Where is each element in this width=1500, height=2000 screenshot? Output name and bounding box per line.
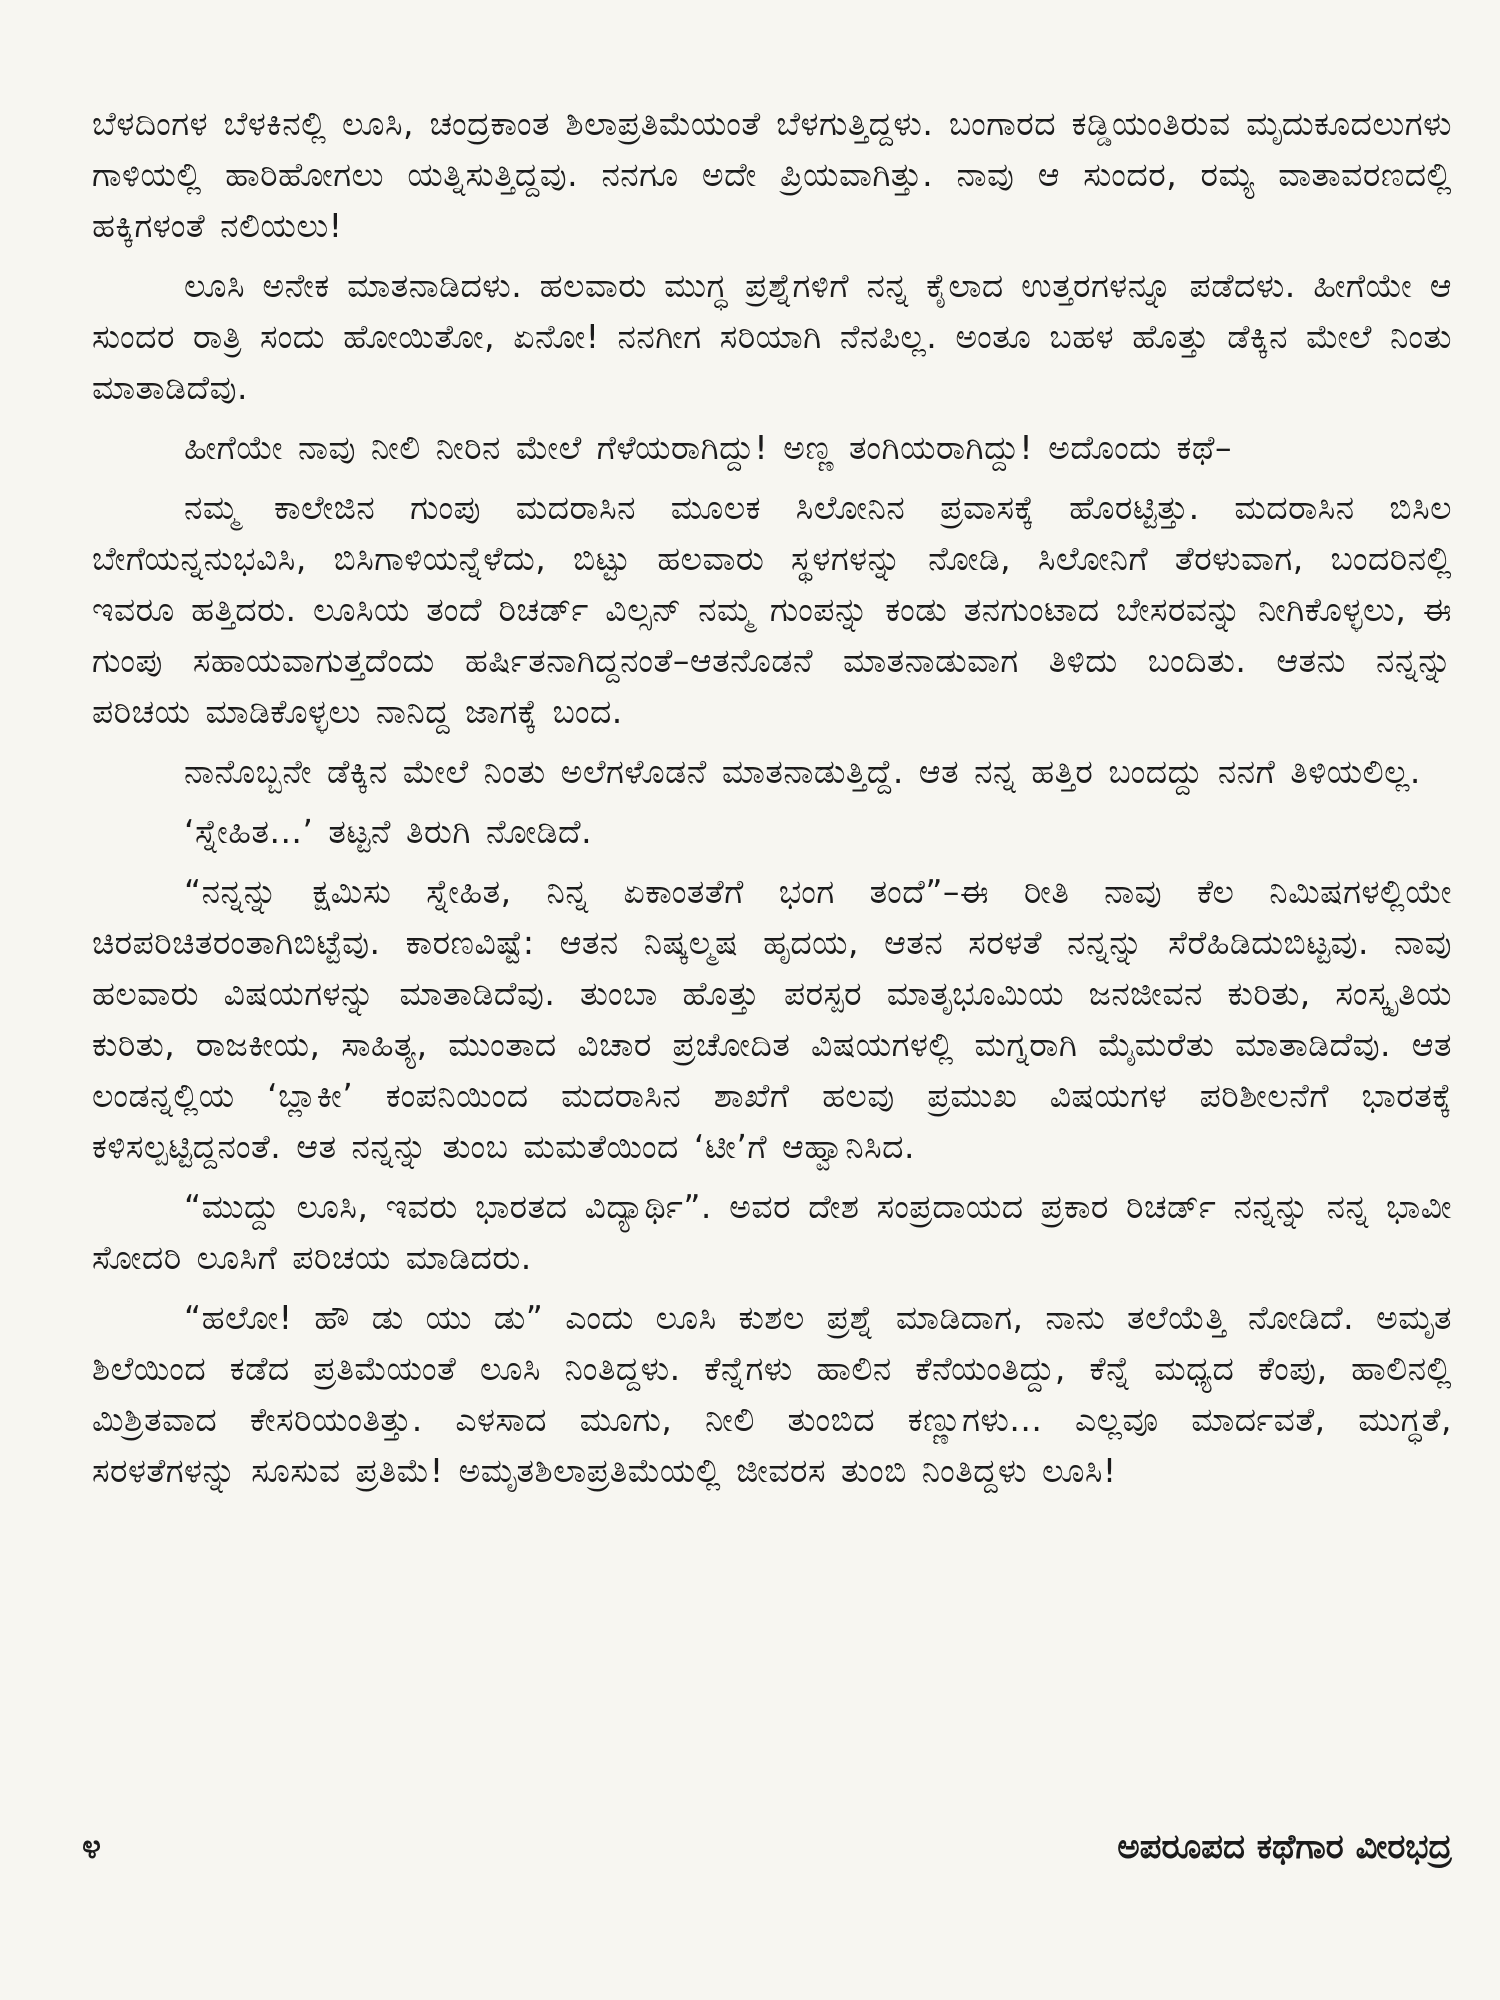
page-number: ೪ bbox=[82, 1827, 102, 1867]
paragraph-9: “ಹಲೋ! ಹೌ ಡು ಯು ಡು” ಎಂದು ಲೂಸಿ ಕುಶಲ ಪ್ರಶ್ನೆ ಮಾಡಿದಾಗ, ನಾನು ತಲೆಯೆತ್ತಿ ನೋಡಿದೆ. ಅಮೃತ ಶಿಲೆಯಿಂದ ಕಡೆದ ಪ್ರತಿಮೆಯಂತೆ ಲೂಸಿ ನಿಂತಿದ್ದಳು. ಕೆನ್ನೆಗಳು ಹಾಲಿನ ಕೆನೆಯಂತಿದ್ದು, ಕೆನ್ನೆ ಮಧ್ಯದ ಕೆಂಪು, ಹಾಲಿನಲ್ಲಿ ಮಿಶ್ರಿತವಾದ ಕೇಸರಿಯಂತಿತ್ತು. ಎಳಸಾದ ಮೂಗು, ನೀಲಿ ತುಂಬಿದ ಕಣ್ಣುಗಳು... ಎಲ್ಲವೂ ಮಾರ್ದವತೆ, ಮುಗ್ಧತೆ, ಸರಳತೆಗಳನ್ನು ಸೂಸುವ ಪ್ರತಿಮೆ! ಅಮೃತಶಿಲಾಪ್ರತಿಮೆಯಲ್ಲಿ ಜೀವರಸ ತುಂಬಿ ನಿಂತಿದ್ದಳು ಲೂಸಿ! bbox=[92, 1298, 1452, 1490]
page-footer bbox=[82, 1822, 1452, 1872]
paragraph-6: ‘ಸ್ನೇಹಿತ...’ ತಟ್ಟನೆ ತಿರುಗಿ ನೋಡಿದೆ. bbox=[184, 812, 593, 851]
paragraph-2: ಲೂಸಿ ಅನೇಕ ಮಾತನಾಡಿದಳು. ಹಲವಾರು ಮುಗ್ಧ ಪ್ರಶ್ನೆಗಳಿಗೆ ನನ್ನ ಕೈಲಾದ ಉತ್ತರಗಳನ್ನೂ ಪಡೆದಳು. ಹೀಗೆಯೇ ಆ ಸುಂದರ ರಾತ್ರಿ ಸಂದು ಹೋಯಿತೋ, ಏನೋ! ನನಗೀಗ ಸರಿಯಾಗಿ ನೆನಪಿಲ್ಲ. ಅಂತೂ ಬಹಳ ಹೊತ್ತು ಡೆಕ್ಕಿನ ಮೇಲೆ ನಿಂತು ಮಾತಾಡಿದೆವು. bbox=[92, 266, 1452, 407]
paragraph-5: ನಾನೊಬ್ಬನೇ ಡೆಕ್ಕಿನ ಮೇಲೆ ನಿಂತು ಅಲೆಗಳೊಡನೆ ಮಾತನಾಡುತ್ತಿದ್ದೆ. ಆತ ನನ್ನ ಹತ್ತಿರ ಬಂದದ್ದು ನನಗೆ ತಿಳಿಯಲಿಲ್ಲ. bbox=[184, 752, 1421, 791]
running-title: ಅಪರೂಪದ ಕಥೆಗಾರ ವೀರಭದ್ರ bbox=[1117, 1827, 1452, 1867]
paragraph-8: “ಮುದ್ದು ಲೂಸಿ, ಇವರು ಭಾರತದ ವಿದ್ಯಾರ್ಥಿ”. ಅವರ ದೇಶ ಸಂಪ್ರದಾಯದ ಪ್ರಕಾರ ರಿಚರ್ಡ್ ನನ್ನನ್ನು ನನ್ನ ಭಾವೀ ಸೋದರಿ ಲೂಸಿಗೆ ಪರಿಚಯ ಮಾಡಿದರು. bbox=[92, 1187, 1452, 1277]
page-body bbox=[92, 98, 1452, 1505]
paragraph-4: ನಮ್ಮ ಕಾಲೇಜಿನ ಗುಂಪು ಮದರಾಸಿನ ಮೂಲಕ ಸಿಲೋನಿನ ಪ್ರವಾಸಕ್ಕೆ ಹೊರಟ್ಟಿತ್ತು. ಮದರಾಸಿನ ಬಿಸಿಲ ಬೇಗೆಯನ್ನನುಭವಿಸಿ, ಬಿಸಿಗಾಳಿಯನ್ನೆಳೆದು, ಬಿಟ್ಟು ಹಲವಾರು ಸ್ಥಳಗಳನ್ನು ನೋಡಿ, ಸಿಲೋನಿಗೆ ತೆರಳುವಾಗ, ಬಂದರಿನಲ್ಲಿ ಇವರೂ ಹತ್ತಿದರು. ಲೂಸಿಯ ತಂದೆ ರಿಚರ್ಡ್ ವಿಲ್ಸನ್ ನಮ್ಮ ಗುಂಪನ್ನು ಕಂಡು ತನಗುಂಟಾದ ಬೇಸರವನ್ನು ನೀಗಿಕೊಳ್ಳಲು, ಈ ಗುಂಪು ಸಹಾಯವಾಗುತ್ತದೆಂದು ಹರ್ಷಿತನಾಗಿದ್ದನಂತೆ–ಆತನೊಡನೆ ಮಾತನಾಡುವಾಗ ತಿಳಿದು ಬಂದಿತು. ಆತನು ನನ್ನನ್ನು ಪರಿಚಯ ಮಾಡಿಕೊಳ್ಳಲು ನಾನಿದ್ದ ಜಾಗಕ್ಕೆ ಬಂದ. bbox=[92, 488, 1452, 731]
paragraph-1: ಬೆಳದಿಂಗಳ ಬೆಳಕಿನಲ್ಲಿ ಲೂಸಿ, ಚಂದ್ರಕಾಂತ ಶಿಲಾಪ್ರತಿಮೆಯಂತೆ ಬೆಳಗುತ್ತಿದ್ದಳು. ಬಂಗಾರದ ಕಡ್ಡಿಯಂತಿರುವ ಮೃದುಕೂದಲುಗಳು ಗಾಳಿಯಲ್ಲಿ ಹಾರಿಹೋಗಲು ಯತ್ನಿಸುತ್ತಿದ್ದವು. ನನಗೂ ಅದೇ ಪ್ರಿಯವಾಗಿತ್ತು. ನಾವು ಆ ಸುಂದರ, ರಮ್ಯ ವಾತಾವರಣದಲ್ಲಿ ಹಕ್ಕಿಗಳಂತೆ ನಲಿಯಲು! bbox=[92, 104, 1452, 245]
paragraph-3: ಹೀಗೆಯೇ ನಾವು ನೀಲಿ ನೀರಿನ ಮೇಲೆ ಗೆಳೆಯರಾಗಿದ್ದು! ಅಣ್ಣ ತಂಗಿಯರಾಗಿದ್ದು! ಅದೊಂದು ಕಥೆ– bbox=[184, 428, 1232, 467]
paragraph-7: “ನನ್ನನ್ನು ಕ್ಷಮಿಸು ಸ್ನೇಹಿತ, ನಿನ್ನ ಏಕಾಂತತೆಗೆ ಭಂಗ ತಂದೆ”–ಈ ರೀತಿ ನಾವು ಕೆಲ ನಿಮಿಷಗಳಲ್ಲಿಯೇ ಚಿರಪರಿಚಿತರಂತಾಗಿಬಿಟ್ಟೆವು. ಕಾರಣವಿಷ್ಟೆ: ಆತನ ನಿಷ್ಕಲ್ಮಷ ಹೃದಯ, ಆತನ ಸರಳತೆ ನನ್ನನ್ನು ಸೆರೆಹಿಡಿದುಬಿಟ್ಟವು. ನಾವು ಹಲವಾರು ವಿಷಯಗಳನ್ನು ಮಾತಾಡಿದೆವು. ತುಂಬಾ ಹೊತ್ತು ಪರಸ್ಪರ ಮಾತೃಭೂಮಿಯ ಜನಜೀವನ ಕುರಿತು, ಸಂಸ್ಕೃತಿಯ ಕುರಿತು, ರಾಜಕೀಯ, ಸಾಹಿತ್ಯ, ಮುಂತಾದ ವಿಚಾರ ಪ್ರಚೋದಿತ ವಿಷಯಗಳಲ್ಲಿ ಮಗ್ನರಾಗಿ ಮೈಮರೆತು ಮಾತಾಡಿದೆವು. ಆತ ಲಂಡನ್ನಲ್ಲಿಯ ‘ಬ್ಲಾಕೀ’ ಕಂಪನಿಯಿಂದ ಮದರಾಸಿನ ಶಾಖೆಗೆ ಹಲವು ಪ್ರಮುಖ ವಿಷಯಗಳ ಪರಿಶೀಲನೆಗೆ ಭಾರತಕ್ಕೆ ಕಳಿಸಲ್ಪಟ್ಟಿದ್ದನಂತೆ. ಆತ ನನ್ನನ್ನು ತುಂಬ ಮಮತೆಯಿಂದ ‘ಟೀ’ಗೆ ಆಹ್ವಾನಿಸಿದ. bbox=[92, 872, 1452, 1166]
